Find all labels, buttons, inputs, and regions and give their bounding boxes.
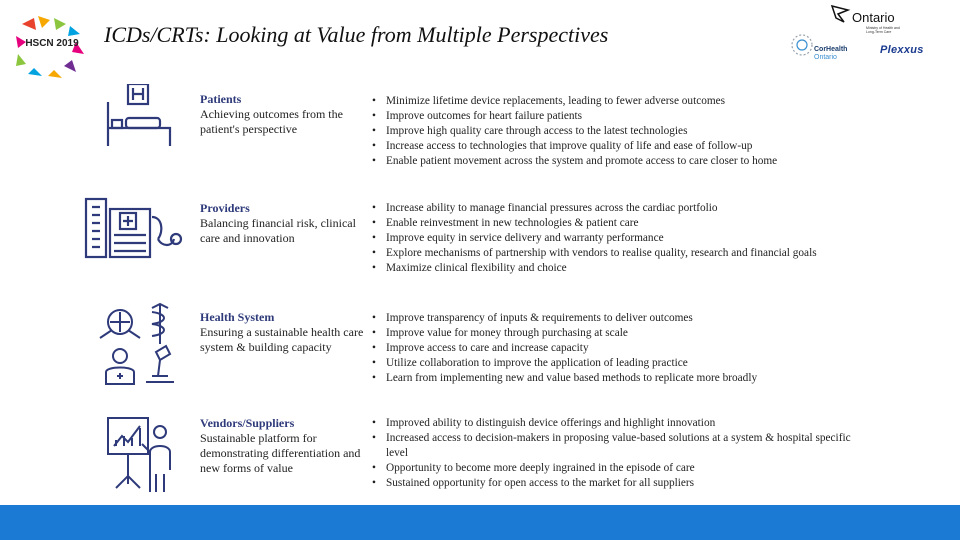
- section-providers: [0, 193, 960, 295]
- section-name: Health System: [200, 310, 275, 324]
- ontario-logo-text: Ontario: [852, 10, 895, 25]
- hospital-building-icon: [84, 195, 184, 266]
- bullet-list: [372, 94, 872, 169]
- section-name: Providers: [200, 201, 250, 215]
- bullet-item: • Enable reinvestment in new technologies & patient care: [372, 216, 872, 231]
- corhealth-logo-icon: [790, 30, 814, 60]
- corhealth-name: CorHealth: [814, 46, 848, 53]
- section-heading: [200, 416, 366, 476]
- footer-bar: [0, 505, 960, 540]
- bullet-item: • Sustained opportunity for open access to the market for all suppliers: [372, 476, 858, 491]
- section-name: Patients: [200, 92, 242, 106]
- bullet-item: • Utilize collaboration to improve the application of leading practice: [372, 356, 872, 371]
- section-subtitle: Balancing financial risk, clinical care and innovation: [200, 216, 356, 245]
- bullet-item: • Improve access to care and increase capacity: [372, 341, 872, 356]
- bullet-item: • Improved ability to distinguish device offerings and highlight innovation: [372, 416, 858, 431]
- bullet-item: • Improve transparency of inputs & requirements to deliver outcomes: [372, 311, 872, 326]
- bullet-item: • Minimize lifetime device replacements, leading to fewer adverse outcomes: [372, 94, 872, 109]
- page-title: ICDs/CRTs: Looking at Value from Multiple Perspectives: [104, 22, 609, 47]
- event-logo: [14, 14, 90, 80]
- bullet-item: • Enable patient movement across the system and promote access to care closer to home: [372, 154, 872, 169]
- bullet-item: • Increase ability to manage financial pressures across the cardiac portfolio: [372, 201, 872, 216]
- bullet-list: [372, 416, 858, 491]
- section-name: Vendors/Suppliers: [200, 416, 295, 430]
- bullet-item: • Explore mechanisms of partnership with vendors to realise quality, research and financial goals: [372, 246, 872, 261]
- bullet-item: • Learn from implementing new and value based methods to replicate more broadly: [372, 371, 872, 386]
- plexxus-logo-text: Plexxus: [880, 44, 924, 56]
- ontario-logo-subtext: Ministry of Health and Long-Term Care: [866, 26, 900, 34]
- bullet-item: • Improve value for money through purchasing at scale: [372, 326, 872, 341]
- section-vendors-suppliers: [0, 408, 960, 500]
- section-heading: [200, 310, 366, 355]
- svg-text:HSCN 2019: HSCN 2019: [25, 38, 79, 49]
- health-system-icon: [98, 300, 182, 391]
- section-heading: [200, 92, 366, 137]
- bullet-item: • Maximize clinical flexibility and choice: [372, 261, 872, 276]
- bullet-item: • Improve outcomes for heart failure patients: [372, 109, 872, 124]
- presentation-board-icon: [106, 414, 176, 499]
- bullet-list: [372, 311, 872, 386]
- bullet-item: • Improve equity in service delivery and warranty performance: [372, 231, 872, 246]
- section-heading: [200, 201, 366, 246]
- section-health-system: [0, 300, 960, 400]
- section-patients: [0, 84, 960, 186]
- corhealth-sub: Ontario: [814, 54, 837, 61]
- bullet-item: • Opportunity to become more deeply ingrained in the episode of care: [372, 461, 858, 476]
- bullet-list: [372, 201, 872, 276]
- section-subtitle: Ensuring a sustainable health care system & building capacity: [200, 325, 364, 354]
- bullet-item: • Increased access to decision-makers in proposing value-based solutions at a system & hospital specific level: [372, 431, 858, 461]
- section-subtitle: Achieving outcomes from the patient's perspective: [200, 107, 343, 136]
- hospital-bed-icon: [104, 84, 176, 157]
- corhealth-logo-text: [814, 46, 847, 62]
- bullet-item: • Improve high quality care through access to the latest technologies: [372, 124, 872, 139]
- bullet-item: • Increase access to technologies that improve quality of life and ease of follow-up: [372, 139, 872, 154]
- section-subtitle: Sustainable platform for demonstrating differentiation and new forms of value: [200, 431, 361, 475]
